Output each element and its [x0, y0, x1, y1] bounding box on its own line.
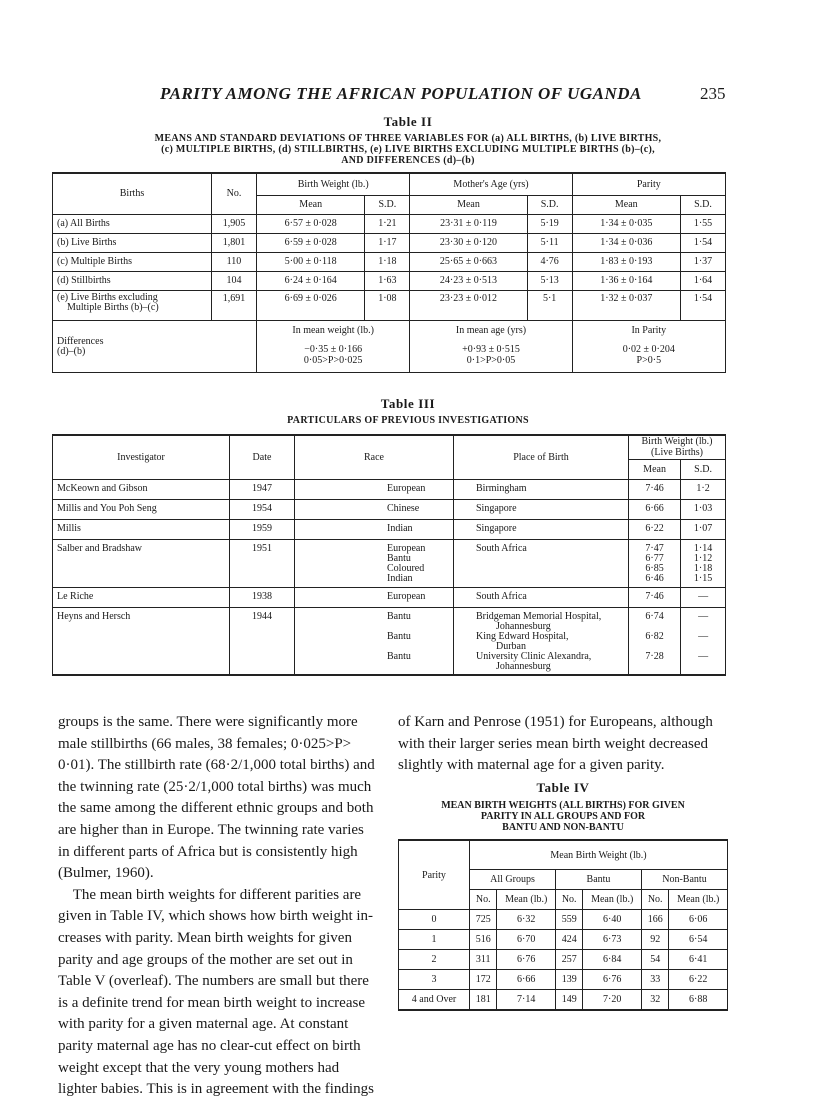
t3-cell: — — —	[681, 607, 726, 675]
t4-cell: 6·06	[669, 910, 728, 930]
t2-cell: 1·64	[681, 271, 726, 290]
t4-head-all: All Groups	[470, 870, 556, 890]
t2-head-mean: Mean	[410, 195, 527, 214]
table4-caption: MEAN BIRTH WEIGHTS (ALL BIRTHS) FOR GIVEN PARITY IN ALL GROUPS AND FOR BANTU AND NON-BANTU	[441, 800, 685, 833]
t3-head-investigator: Investigator	[53, 435, 230, 479]
t4-head-no: No.	[470, 890, 497, 910]
t4-cell: 725	[470, 910, 497, 930]
t4-cell: 6·22	[669, 970, 728, 990]
t2-cell: 23·30 ± 0·120	[410, 233, 527, 252]
table-row	[53, 607, 726, 675]
t3-cell: 1951	[230, 539, 295, 587]
t3-cell: 7·47 6·77 6·85 6·46	[629, 539, 681, 587]
t2-head-sd: S.D.	[527, 195, 572, 214]
t2-cell: 1·37	[681, 252, 726, 271]
t3-cell: Salber and Bradshaw	[53, 539, 230, 587]
t3-cell: 7·46	[629, 479, 681, 499]
t2-head-sd: S.D.	[681, 195, 726, 214]
right-column-text: of Karn and Penrose (1951) for Europeans, although with their larger series mean birth weight decreased slightly with maternal age for a given parity.	[398, 714, 713, 774]
t3-cell: 1947	[230, 479, 295, 499]
t3-cell: McKeown and Gibson	[53, 479, 230, 499]
t3-cell: Le Riche	[53, 587, 230, 607]
t4-cell: 6·54	[669, 930, 728, 950]
t2-cell: 1·54	[681, 290, 726, 320]
t2-cell: 1·17	[365, 233, 410, 252]
t2-cell: 110	[212, 252, 257, 271]
t4-head-no: No.	[555, 890, 582, 910]
t2-cell: (e) Live Births excluding Multiple Births (b)–(c)	[53, 290, 212, 320]
table3-caption: PARTICULARS OF PREVIOUS INVESTIGATIONS	[287, 415, 529, 426]
t3-cell: 1·07	[681, 519, 726, 539]
t4-cell: 6·88	[669, 990, 728, 1011]
t2-diff-weight: In mean weight (lb.) −0·35 ± 0·166 0·05>P>0·025	[257, 320, 410, 372]
t2-head-age: Mother's Age (yrs)	[410, 173, 572, 195]
left-column-text: groups is the same. There were significantly more male stillbirths (66 males, 38 females; 0·025>P> 0·01). The stillbirth rate (68·2/1,000 total births) and the twinning rate (25·2/1,000 total births) was much the same among the different ethnic groups and both are higher than in Europe. The twinning rate varies in different parts of Africa but is consistently high (Bulmer, 1960). The mean birth weights for different parities are given in Table IV, which shows how birth weight in- creases with parity. Mean birth weights for given parity and age groups of the mother are set out in Table V (overleaf). The numbers are small but there is a definite trend for mean birth weight to increase with parity for a given maternal age. At constant parity maternal age has no clear-cut effect on birth weight except that the very young mothers had lighter babies. This is in agreement with the findings	[58, 714, 375, 1098]
t4-cell: 0	[399, 910, 470, 930]
t4-cell: 92	[641, 930, 668, 950]
table-row	[53, 539, 726, 587]
t2-cell: 5·11	[527, 233, 572, 252]
t2-cell: 1·34 ± 0·035	[572, 214, 680, 233]
table3	[52, 434, 726, 676]
t2-cell: 1·08	[365, 290, 410, 320]
t3-head-sd: S.D.	[681, 459, 726, 479]
t2-cell: 1,691	[212, 290, 257, 320]
t3-cell: 1·03	[681, 499, 726, 519]
table-row	[53, 499, 726, 519]
t2-cell: 6·24 ± 0·164	[257, 271, 365, 290]
t3-cell: 1938	[230, 587, 295, 607]
t4-cell: 6·84	[583, 950, 642, 970]
t3-head-bw: Birth Weight (lb.) (Live Births)	[629, 435, 726, 459]
t4-cell: 6·73	[583, 930, 642, 950]
t4-cell: 6·66	[497, 970, 556, 990]
table-row	[399, 970, 728, 990]
t2-head-parity: Parity	[572, 173, 725, 195]
t3-cell: 6·66	[629, 499, 681, 519]
t3-cell: South Africa	[454, 539, 629, 587]
table-row	[53, 519, 726, 539]
t2-cell: 5·1	[527, 290, 572, 320]
t2-head-no: No.	[212, 173, 257, 214]
t3-head-date: Date	[230, 435, 295, 479]
t3-cell: Chinese	[295, 499, 454, 519]
table-row	[399, 910, 728, 930]
t2-cell: 1,801	[212, 233, 257, 252]
t3-cell: —	[681, 587, 726, 607]
table-row	[399, 950, 728, 970]
t3-cell: 1944	[230, 607, 295, 675]
t3-cell: European	[295, 587, 454, 607]
t4-head-mean: Mean (lb.)	[497, 890, 556, 910]
t2-cell: 24·23 ± 0·513	[410, 271, 527, 290]
t2-cell: 1·32 ± 0·037	[572, 290, 680, 320]
table2-caption: MEANS AND STANDARD DEVIATIONS OF THREE VARIABLES FOR (a) ALL BIRTHS, (b) LIVE BIRTHS, (c) MULTIPLE BIRTHS, (d) STILLBIRTHS, (e) LIVE BIRTHS EXCLUDING MULTIPLE BIRTHS (b)–(c), AND DIFFERENCES (d)–(b)	[154, 133, 662, 166]
t4-cell: 32	[641, 990, 668, 1011]
t4-cell: 3	[399, 970, 470, 990]
t3-cell: Birmingham	[454, 479, 629, 499]
t3-cell: 1959	[230, 519, 295, 539]
t2-cell: (a) All Births	[53, 214, 212, 233]
table-row	[399, 930, 728, 950]
t2-head-sd: S.D.	[365, 195, 410, 214]
page-number: 235	[700, 84, 726, 103]
t2-cell: 6·59 ± 0·028	[257, 233, 365, 252]
t3-head-place: Place of Birth	[454, 435, 629, 479]
t4-head-bantu: Bantu	[555, 870, 641, 890]
table-row	[53, 479, 726, 499]
t4-cell: 6·76	[583, 970, 642, 990]
t2-diff-parity: In Parity 0·02 ± 0·204 P>0·5	[572, 320, 725, 372]
t3-cell: 7·46	[629, 587, 681, 607]
t2-cell: 5·00 ± 0·118	[257, 252, 365, 271]
t3-cell: European	[295, 479, 454, 499]
table-row	[53, 271, 726, 290]
t2-cell: 25·65 ± 0·663	[410, 252, 527, 271]
t4-cell: 149	[555, 990, 582, 1011]
t2-cell: 1·54	[681, 233, 726, 252]
t2-cell: (b) Live Births	[53, 233, 212, 252]
running-title: PARITY AMONG THE AFRICAN POPULATION OF UGANDA	[160, 84, 642, 103]
t4-cell: 166	[641, 910, 668, 930]
t2-cell: 1·63	[365, 271, 410, 290]
t2-cell: (c) Multiple Births	[53, 252, 212, 271]
t3-cell: South Africa	[454, 587, 629, 607]
table-row	[399, 990, 728, 1011]
t2-diff-age: In mean age (yrs) +0·93 ± 0·515 0·1>P>0·05	[410, 320, 572, 372]
t3-cell: 6·22	[629, 519, 681, 539]
t4-cell: 172	[470, 970, 497, 990]
t4-cell: 54	[641, 950, 668, 970]
t3-cell: Indian	[295, 519, 454, 539]
t4-cell: 424	[555, 930, 582, 950]
t2-cell: 1·34 ± 0·036	[572, 233, 680, 252]
t2-cell: 5·13	[527, 271, 572, 290]
t3-cell: Bridgeman Memorial Hospital, Johannesburg King Edward Hospital, Durban University Clinic Alexandra, Johannesburg	[454, 607, 629, 675]
table-row	[53, 290, 726, 320]
t3-cell: 1·2	[681, 479, 726, 499]
t4-head-mean: Mean (lb.)	[583, 890, 642, 910]
t3-cell: 1·14 1·12 1·18 1·15	[681, 539, 726, 587]
table-row	[53, 233, 726, 252]
t2-cell: 1·55	[681, 214, 726, 233]
t4-cell: 1	[399, 930, 470, 950]
t3-cell: Singapore	[454, 499, 629, 519]
table4	[398, 839, 728, 1011]
t4-cell: 2	[399, 950, 470, 970]
t3-cell: Heyns and Hersch	[53, 607, 230, 675]
t2-diff-label: Differences (d)–(b)	[53, 320, 257, 372]
t4-head-parity: Parity	[399, 840, 470, 910]
table2-label: Table II	[383, 114, 433, 129]
t4-cell: 559	[555, 910, 582, 930]
t4-cell: 257	[555, 950, 582, 970]
t4-cell: 6·41	[669, 950, 728, 970]
t2-cell: 1·21	[365, 214, 410, 233]
table3-label: Table III	[380, 396, 436, 411]
t4-cell: 6·70	[497, 930, 556, 950]
table2	[52, 172, 726, 373]
t2-cell: 23·23 ± 0·012	[410, 290, 527, 320]
t4-cell: 139	[555, 970, 582, 990]
t4-cell: 516	[470, 930, 497, 950]
t3-cell: 6·74 6·82 7·28	[629, 607, 681, 675]
t4-cell: 7·14	[497, 990, 556, 1011]
t4-cell: 6·32	[497, 910, 556, 930]
t2-head-bw: Birth Weight (lb.)	[257, 173, 410, 195]
t2-cell: 1·36 ± 0·164	[572, 271, 680, 290]
t2-cell: 23·31 ± 0·119	[410, 214, 527, 233]
t3-cell: European Bantu Coloured Indian	[295, 539, 454, 587]
t3-cell: 1954	[230, 499, 295, 519]
t2-cell: 4·76	[527, 252, 572, 271]
t2-head-births: Births	[53, 173, 212, 214]
t4-head-no: No.	[641, 890, 668, 910]
t2-cell: 104	[212, 271, 257, 290]
t4-head-mean: Mean (lb.)	[669, 890, 728, 910]
table-row	[53, 320, 726, 372]
t4-head-mbw: Mean Birth Weight (lb.)	[470, 840, 728, 870]
t4-cell: 33	[641, 970, 668, 990]
t2-cell: 6·69 ± 0·026	[257, 290, 365, 320]
t3-head-mean: Mean	[629, 459, 681, 479]
t3-cell: Millis and You Poh Seng	[53, 499, 230, 519]
t3-cell: Singapore	[454, 519, 629, 539]
t4-cell: 181	[470, 990, 497, 1011]
t4-head-nonbantu: Non-Bantu	[641, 870, 727, 890]
table4-label: Table IV	[536, 780, 590, 795]
table-row	[53, 214, 726, 233]
t3-cell: Millis	[53, 519, 230, 539]
t2-cell: 5·19	[527, 214, 572, 233]
t2-cell: 1,905	[212, 214, 257, 233]
t3-cell: Bantu Bantu Bantu	[295, 607, 454, 675]
t2-cell: 1·18	[365, 252, 410, 271]
t4-cell: 6·40	[583, 910, 642, 930]
t4-cell: 6·76	[497, 950, 556, 970]
t2-cell: 6·57 ± 0·028	[257, 214, 365, 233]
table-row	[53, 252, 726, 271]
t4-cell: 7·20	[583, 990, 642, 1011]
t2-head-mean: Mean	[257, 195, 365, 214]
t2-cell: (d) Stillbirths	[53, 271, 212, 290]
t2-head-mean: Mean	[572, 195, 680, 214]
t4-cell: 311	[470, 950, 497, 970]
t2-cell: 1·83 ± 0·193	[572, 252, 680, 271]
t4-cell: 4 and Over	[399, 990, 470, 1011]
table-row	[53, 587, 726, 607]
t3-head-race: Race	[295, 435, 454, 479]
